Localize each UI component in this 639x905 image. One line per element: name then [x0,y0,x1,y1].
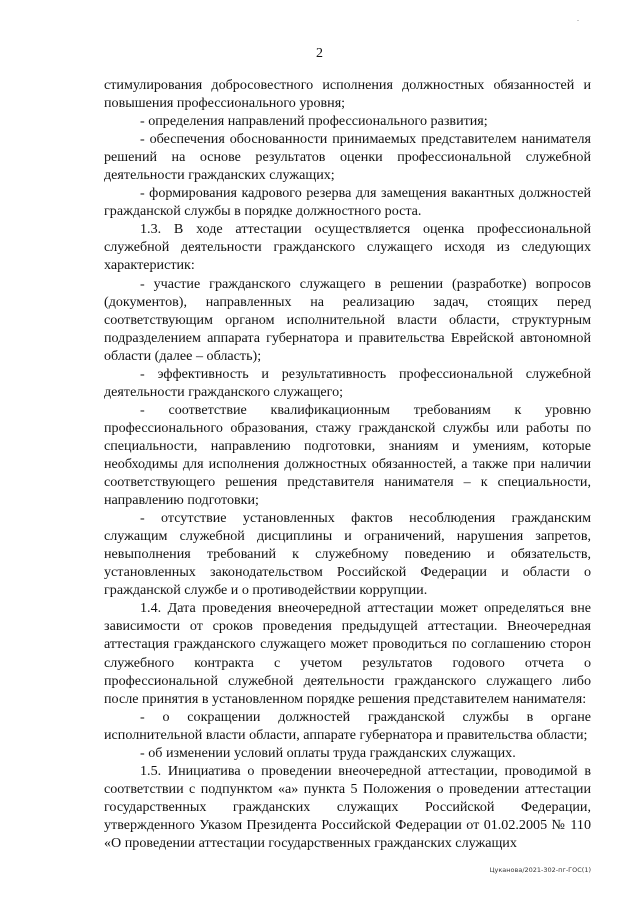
paragraph: - отсутствие установленных фактов несоблюдения гражданским служащим служебной дисциплины и ограничений, нарушения запретов, невыполнения требований к служебному поведению и обязательств, установленных законодательством Российской Федерации и области о гражданской службе и о противодействии коррупции. [104,510,591,599]
paragraph: - определения направлений профессионального развития; [140,113,488,130]
paragraph: 1.5. Инициатива о проведении внеочередной аттестации, проводимой в соответствии с подпунктом «а» пункта 5 Положения о проведении аттестации государственных гражданских служащих Российской Федерации, утвержденного Указом Президента Российской Федерации от 01.02.2005 № 110 «О проведении аттестации государственных гражданских служащих [104,762,591,851]
paragraph: стимулирования добросовестного исполнения должностных обязанностей и повышения профессионального уровня; [104,77,591,112]
paragraph: 1.3. В ходе аттестации осуществляется оценка профессиональной служебной деятельности гражданского служащего исходя из следующих характеристик: [104,221,591,274]
paragraph: - эффективность и результативность профессиональной служебной деятельности гражданского служащего; [104,365,591,400]
corner-mark: . [577,14,579,23]
document-code: Цуканова/2021-302-пг-ГОС(1) [489,866,591,874]
paragraph: - о сокращении должностей гражданской службы в органе исполнительной власти области, аппарате губернатора и правительства области; [104,708,591,743]
paragraph: - об изменении условий оплаты труда гражданских служащих. [140,744,516,761]
page-number: 2 [316,46,323,61]
paragraph: - участие гражданского служащего в решении (разработке) вопросов (документов), направленных на реализацию задач, стоящих перед соответствующим органом исполнительной власти области, структурным подразделением аппарата губернатора и правительства Еврейской автономной области (далее – область); [104,275,591,364]
document-body [104,76,591,852]
paragraph: 1.4. Дата проведения внеочередной аттестации может определяться вне зависимости от сроков проведения предыдущей аттестации. Внеочередная аттестация гражданского служащего может проводиться по соглашению сторон служебного контракта с учетом результатов годового отчета о профессиональной служебной деятельности гражданского служащего либо после принятия в установленном порядке решения представителем нанимателя: [104,600,591,707]
paragraph: - формирования кадрового резерва для замещения вакантных должностей гражданской службы в порядке должностного роста. [104,185,591,220]
paragraph: - соответствие квалификационным требованиям к уровню профессионального образования, стажу гражданской службы или работы по специальности, направлению подготовки, знаниям и умениям, которые необходимы для исполнения должностных обязанностей, а также при наличии соответствующего решения представителя нанимателя – к специальности, направлению подготовки; [104,401,591,509]
paragraph: - обеспечения обоснованности принимаемых представителем нанимателя решений на основе результатов оценки профессиональной служебной деятельности гражданских служащих; [104,131,591,184]
